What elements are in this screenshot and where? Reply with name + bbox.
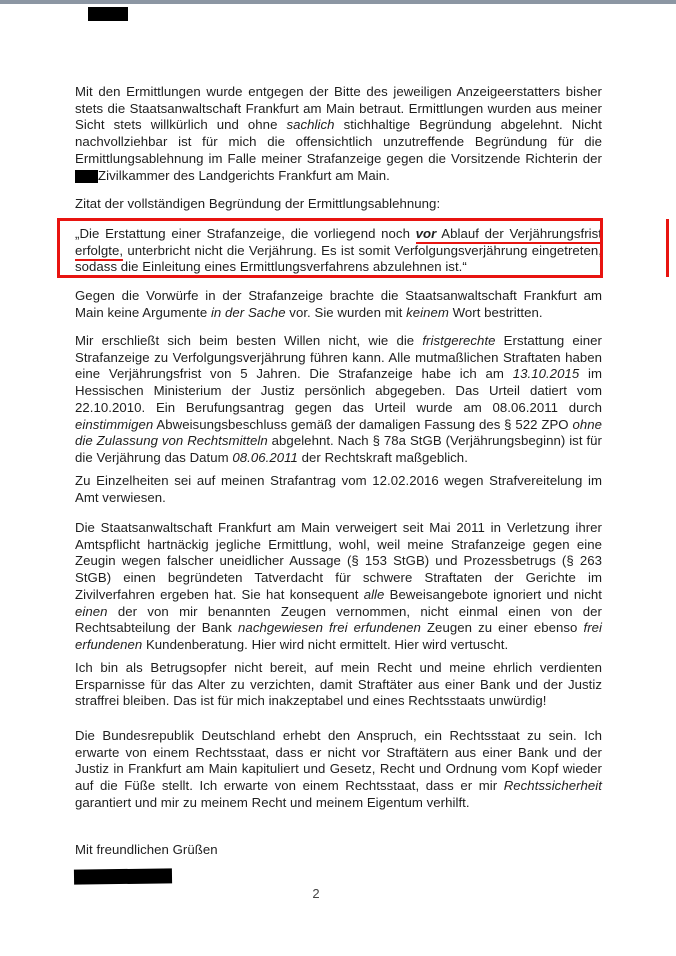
text-segment: alle [363,586,385,602]
text-segment: Wort bestritten. [448,304,543,320]
paragraph-rechtsstaat [75,728,602,812]
text-segment: Zeugen zu einer ebenso [420,620,584,636]
text-segment: garantiert und mir zu meinem Recht und meinem Eigentum verhilft. [75,794,470,810]
closing-salutation [75,842,602,859]
text-segment: vor [416,226,437,244]
text-segment: Mit den Ermittlungen wurde entgegen der Bitte des jeweiligen Anzeigeerstatters bisher stets die Staatsanwaltschaft Frankfurt am Main betraut. Ermittlungen wurden aus meiner Sicht stets willkürlich und ohne [75,84,602,133]
text-segment: Beweisangebote ignoriert und nicht [384,586,602,602]
text-segment: einstimmigen [75,416,154,432]
text-segment: Mir erschließt sich beim besten Willen nicht, wie die [75,333,423,348]
text-segment: im Hessischen Ministerium der Justiz persönlich abgegeben. Das Urteil datiert vom 22.10.2010. Ein Berufungsantrag gegen das Urteil wurde am 08.06.2011 durch [75,366,602,415]
text-segment: unterbricht nicht die Verjährung. Es ist somit Verfolgungsverjährung eingetreten, sodass die Einleitung eines Ermittlungsverfahrens abzulehnen ist.“ [75,242,602,275]
text-segment: Zu Einzelheiten sei auf meinen Strafantrag vom 12.02.2016 wegen Strafvereitelung im Amt verwiesen. [75,473,602,505]
inline-redaction-bar [75,170,98,183]
text-segment: Ich bin als Betrugsopfer nicht bereit, auf mein Recht und meine ehrlich verdienten Ersparnisse für das Alter zu verzichten, damit Straftäter aus einer Bank und der Justiz straffrei bleiben. Das ist für mich inakzeptabel und eines Rechtsstaats unwürdig! [75,660,602,709]
signature-redaction-bar [74,868,172,884]
text-segment: Kundenberatung. Hier wird nicht ermittelt. Hier wird vertuscht. [142,636,509,652]
text-segment: einen [75,603,108,619]
header-redaction-bar [88,7,128,21]
quote-highlight-box [57,218,603,278]
text-segment: fristgerechte [422,333,496,348]
paragraph-betrugsopfer [75,660,602,710]
paragraph-vorwuerfe [75,288,602,321]
text-segment: sachlich [286,117,335,133]
text-segment: „Die Erstattung einer Strafanzeige, die vorliegend noch [75,226,416,241]
text-segment: 13.10.2015 [512,366,580,382]
text-segment: nachgewiesen frei erfundenen [238,620,421,636]
scan-edge-bar [0,0,676,4]
text-segment: Ablauf der Verjährungsfrist erfolgte, [75,226,602,261]
text-segment: der von mir benannten Zeugen vernommen, nicht einmal einen von der Rechtsabteilung der Bank [75,603,602,636]
paragraph-strafantrag [75,473,602,506]
text-segment: der Rechtskraft maßgeblich. [297,449,468,465]
text-segment: Gegen die Vorwürfe in der Strafanzeige brachte die Staatsanwaltschaft Frankfurt am Main keine Argumente [75,288,602,320]
page-number: 2 [312,886,320,901]
text-segment: stichhaltige Begründung abgelehnt. Nicht nachvollziehbar ist für mich die offensichtlich unzutreffende Begründung für die Ermittlungsablehnung im Falle meiner Strafanzeige gegen die Vorsitzende Richterin der [75,117,603,166]
text-segment: Zivilkammer des Landgerichts Frankfurt am Main. [98,167,390,183]
text-segment: Erstattung einer Strafanzeige zu Verfolgungsverjährung führen kann. Alle mutmaßlichen Straftaten haben eine Verjährungsfrist von 5 Jahren. Die Strafanzeige habe ich am [75,333,602,382]
text-segment: Rechtssicherheit [503,778,602,794]
text-segment: frei erfundenen [75,620,603,652]
paragraph-intro [75,84,602,184]
text-segment: Zitat der vollständigen Begründung der Ermittlungsablehnung: [75,196,441,211]
text-segment: 08.06.2011 [232,449,298,465]
text-segment: Die Bundesrepublik Deutschland erhebt den Anspruch, ein Rechtsstaat zu sein. Ich erwarte von einem Rechtsstaat, dass er nicht vor Straftätern aus einer Bank und der Justiz in Frankfurt am Main kapituliert und Gesetz, Recht und Ordnung vom Kopf wieder auf die Füße stellt. Ich erwarte von einem Rechtsstaat, dass er mir [75,728,602,794]
text-segment: vor. Sie wurden mit [285,304,407,320]
text-segment: in der Sache [210,304,286,320]
paragraph-verjaehrung [75,333,602,467]
paragraph-staatsanwaltschaft [75,520,602,654]
text-segment: abgelehnt. Nach § 78a StGB (Verjährungsbeginn) ist für die Verjährung das Datum [75,433,602,465]
quote-right-margin-stroke [666,219,669,277]
text-segment: ohne die Zulassung von Rechtsmitteln [75,416,602,449]
text-segment: Die Staatsanwaltschaft Frankfurt am Main verweigert seit Mai 2011 in Verletzung ihrer Amtspflicht hartnäckig jegliche Ermittlung, wohl, weil meine Strafanzeige gegen eine Zeugin wegen falscher uneidlicher Aussage (§ 153 StGB) und Prozessbetrugs (§ 263 StGB) einen begründeten Tatverdacht für schwere Straftaten der Gerichte im Zivilverfahren ergeben hat. Sie hat konsequent [75,520,602,602]
text-segment: Abweisungsbeschluss gemäß der damaligen Fassung des § 522 ZPO [153,416,573,432]
text-segment: keinem [406,304,449,320]
text-segment: Mit freundlichen Grüßen [75,842,218,857]
paragraph-zitat-lead [75,196,602,213]
